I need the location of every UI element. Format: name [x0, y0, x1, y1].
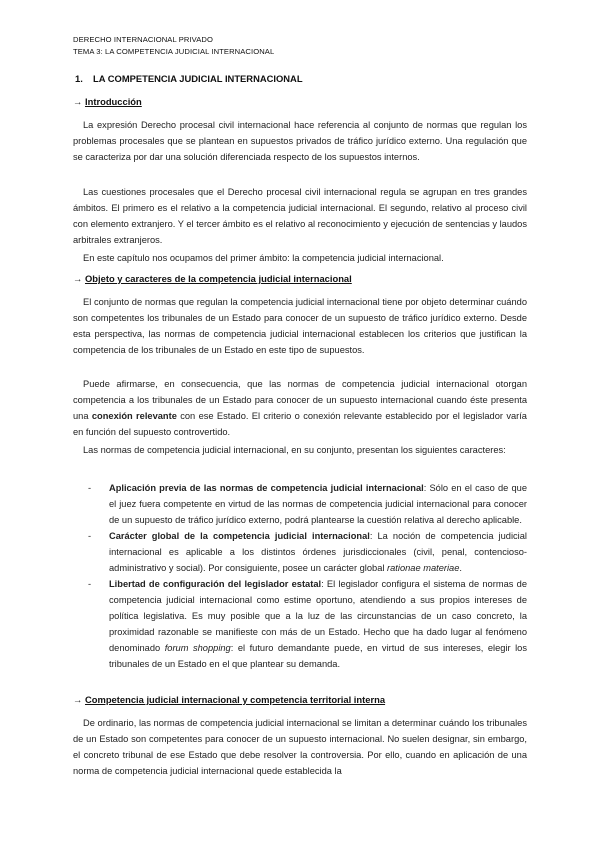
arrow-icon: → — [73, 273, 83, 284]
list-item — [88, 576, 527, 672]
list-item-3-end: : el futuro demandante puede, en virtud de sus intereses, elegir los tribunales de un Estado en el que plantear su demanda. — [109, 643, 527, 669]
list-item-1-text: : Sólo en el caso de que el juez fuera competente en virtud de las normas de competencia judicial internacional para conocer de un supuesto de tráfico jurídico externo, podrá plantearse la cuestión relativa al derecho aplicable. — [109, 483, 527, 525]
list-bullet: - — [88, 483, 92, 493]
running-header-course: DERECHO INTERNACIONAL PRIVADO — [73, 35, 214, 44]
list-item-2-text: : La noción de competencia judicial internacional es aplicable a los distintos órdenes jurisdiccionales (civil, penal, contencioso-administrativo y social). Por consiguiente, posee un carácter global — [109, 531, 527, 573]
list-item-1-term: Aplicación previa de las normas de competencia judicial internacional — [109, 483, 424, 493]
paragraph-objeto-3: Las normas de competencia judicial internacional, en su conjunto, presentan los siguientes caracteres: — [83, 445, 506, 455]
list-item-3-term: Libertad de configuración del legislador estatal — [109, 579, 322, 589]
paragraph-objeto-1: El conjunto de normas que regulan la competencia judicial internacional tiene por objeto determinar cuándo son competentes los tribunales de un Estado para conocer de un supuesto de tráfico jurídico externo. Desde esta perspectiva, las normas de competencia judicial internacional establecen los criterios que justifican la competencia de los tribunales de un Estado en este tipo de supuestos. — [73, 297, 527, 355]
list-item — [88, 528, 527, 576]
list-bullet: - — [88, 531, 92, 541]
paragraph-territorial-1: De ordinario, las normas de competencia judicial internacional se limitan a determinar cuándo los tribunales de un Estado son competentes para conocer de un supuesto internacional. No suelen designar, sin embargo, el concreto tribunal de ese Estado que debe resolver la controversia. Por ello, cuando en aplicación de una norma de competencia judicial internacional quede establecida la — [73, 718, 527, 776]
paragraph-objeto-2-bold: conexión relevante — [91, 411, 177, 421]
list-item — [88, 480, 527, 528]
list-item-2-end: . — [459, 563, 462, 573]
paragraph-intro-3: En este capítulo nos ocupamos del primer ámbito: la competencia judicial internacional. — [83, 253, 444, 263]
paragraph-intro-1: La expresión Derecho procesal civil internacional hace referencia al conjunto de normas que regulan los problemas procesales que se plantean en supuestos privados de tráfico jurídico externo. Una regulación que se caracteriza por dar una solución diferenciada respecto de los supuestos internos. — [73, 120, 527, 162]
paragraph-objeto-2 — [73, 376, 527, 440]
section-heading-objeto — [73, 273, 352, 284]
list-item-3-italic: forum shopping — [164, 643, 231, 653]
section-heading-territorial — [73, 694, 385, 705]
list-item-3-text: : El legislador configura el sistema de normas de competencia judicial internacional como estime oportuno, atendiendo a sus propios intereses de política legislativa. Es muy posible que a la luz de las circunstancias de un caso concreto, la proximidad razonable se manifieste con más de un Estado. Hecho que ha dado lugar al fenómeno denominado — [109, 579, 527, 653]
list-item-2-term: Carácter global de la competencia judicial internacional — [109, 531, 370, 541]
paragraph-objeto-2-part-b: con ese Estado. El criterio o conexión relevante establecido por el legislador varía en función del supuesto controvertido. — [73, 411, 527, 437]
running-header-topic: TEMA 3: LA COMPETENCIA JUDICIAL INTERNACIONAL — [73, 47, 275, 56]
arrow-icon: → — [73, 96, 83, 107]
section-heading-intro — [73, 96, 142, 107]
section-heading-territorial-text: Competencia judicial internacional y competencia territorial interna — [84, 694, 386, 705]
list-bullet: - — [88, 579, 92, 589]
arrow-icon: → — [73, 694, 83, 705]
list-item-2-italic: rationae materiae — [387, 563, 460, 573]
paragraph-intro-2: Las cuestiones procesales que el Derecho procesal civil internacional regula se agrupan en tres grandes ámbitos. El primero es el relativo a la competencia judicial internacional. El segundo, relativo al proceso civil con elemento extranjero. Y el tercer ámbito es el relativo al reconocimiento y ejecución de sentencias y laudos arbitrales extranjeros. — [73, 187, 527, 245]
section-heading-intro-text: Introducción — [84, 96, 142, 107]
characteristics-list — [88, 480, 527, 672]
chapter-title — [75, 73, 303, 84]
chapter-title-text: LA COMPETENCIA JUDICIAL INTERNACIONAL — [93, 73, 303, 84]
section-heading-objeto-text: Objeto y caracteres de la competencia judicial internacional — [84, 273, 352, 284]
chapter-number: 1. — [75, 73, 83, 84]
paragraph-objeto-2-part-a: Puede afirmarse, en consecuencia, que las normas de competencia judicial internacional otorgan competencia a los tribunales de un Estado para conocer de un supuesto internacional cuando éste presenta una — [73, 379, 527, 421]
